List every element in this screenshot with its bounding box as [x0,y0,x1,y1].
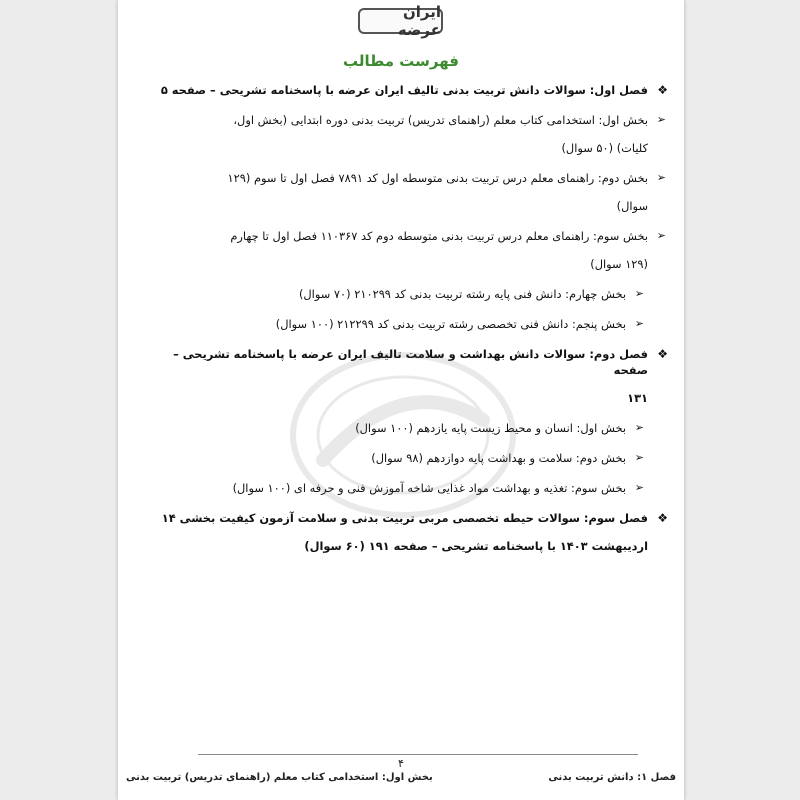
toc-section-1-3[interactable] [158,228,670,272]
arrowhead-bullet-icon: ➢ [656,113,666,126]
toc-section-1-2[interactable] [158,170,670,214]
section-1-3-line-1: بخش سوم: راهنمای معلم درس تربیت بدنی متوسطه دوم کد ۱۱۰۳۶۷ فصل اول تا چهارم [230,229,648,243]
section-1-5-line-1: بخش پنجم: دانش فنی تخصصی رشته تربیت بدنی کد ۲۱۲۲۹۹ (۱۰۰ سوال) [275,317,626,331]
toc-section-1-4[interactable] [158,286,670,302]
arrowhead-bullet-icon: ➢ [634,481,644,494]
section-2-1-line-1: بخش اول: انسان و محیط زیست پایه یازدهم (۱۰۰ سوال) [355,421,626,435]
footer-divider [198,754,638,755]
iran-arzeh-logo [358,3,443,39]
section-2-2-line-1: بخش دوم: سلامت و بهداشت پایه دوازدهم (۹۸ سوال) [371,451,626,465]
toc-chapter-3[interactable] [158,510,670,554]
arrowhead-bullet-icon: ➢ [634,451,644,464]
toc-list [158,82,670,568]
toc-section-2-2[interactable] [158,450,670,466]
footer-chapter-label: فصل ۱: دانش تربیت بدنی [548,772,676,783]
toc-chapter-2[interactable] [158,346,670,406]
arrowhead-bullet-icon: ➢ [656,229,666,242]
toc-section-2-3[interactable] [158,480,670,496]
section-1-1-line-2: کلیات) (۵۰ سوال) [561,141,648,155]
logo-text: ایران عرضه [397,3,441,39]
section-1-4-line-1: بخش چهارم: دانش فنی پایه رشته تربیت بدنی کد ۲۱۰۲۹۹ (۷۰ سوال) [298,287,626,301]
toc-chapter-1[interactable] [158,82,670,98]
page-number: ۴ [398,757,404,770]
toc-section-1-5[interactable] [158,316,670,332]
section-1-2-line-1: بخش دوم: راهنمای معلم درس تربیت بدنی متوسطه اول کد ۷۸۹۱ فصل اول تا سوم (۱۲۹ [227,171,648,185]
chapter-3-line-1: فصل سوم: سوالات حیطه تخصصی مربی تربیت بدنی و سلامت آزمون کیفیت بخشی ۱۴ [161,511,648,525]
footer-section-label: بخش اول: استخدامی کتاب معلم (راهنمای تدریس) تربیت بدنی [126,772,433,783]
section-2-3-line-1: بخش سوم: تغذیه و بهداشت مواد غذایی شاخه آموزش فنی و حرفه ای (۱۰۰ سوال) [232,481,626,495]
toc-section-2-1[interactable] [158,420,670,436]
diamond-bullet-icon: ❖ [657,511,668,525]
arrowhead-bullet-icon: ➢ [656,171,666,184]
document-page [118,0,684,800]
section-1-3-line-2: (۱۲۹ سوال) [590,257,648,271]
chapter-2-line-1: فصل دوم: سوالات دانش بهداشت و سلامت تالیف ایران عرضه با پاسخنامه تشریحی – صفحه [173,347,648,377]
diamond-bullet-icon: ❖ [657,347,668,361]
chapter-3-line-2: اردیبهشت ۱۴۰۳ با پاسخنامه تشریحی – صفحه ۱۹۱ (۶۰ سوال) [304,539,648,553]
arrowhead-bullet-icon: ➢ [634,287,644,300]
diamond-bullet-icon: ❖ [657,83,668,97]
arrowhead-bullet-icon: ➢ [634,421,644,434]
toc-title: فهرست مطالب [343,52,459,70]
chapter-1-line-1: فصل اول: سوالات دانش تربیت بدنی تالیف ایران عرضه با پاسخنامه تشریحی – صفحه ۵ [160,83,648,97]
arrowhead-bullet-icon: ➢ [634,317,644,330]
chapter-2-line-2: ۱۳۱ [627,391,648,405]
toc-section-1-1[interactable] [158,112,670,156]
section-1-1-line-1: بخش اول: استخدامی کتاب معلم (راهنمای تدریس) تربیت بدنی دوره ابتدایی (بخش اول، [233,113,648,127]
section-1-2-line-2: سوال) [616,199,648,213]
